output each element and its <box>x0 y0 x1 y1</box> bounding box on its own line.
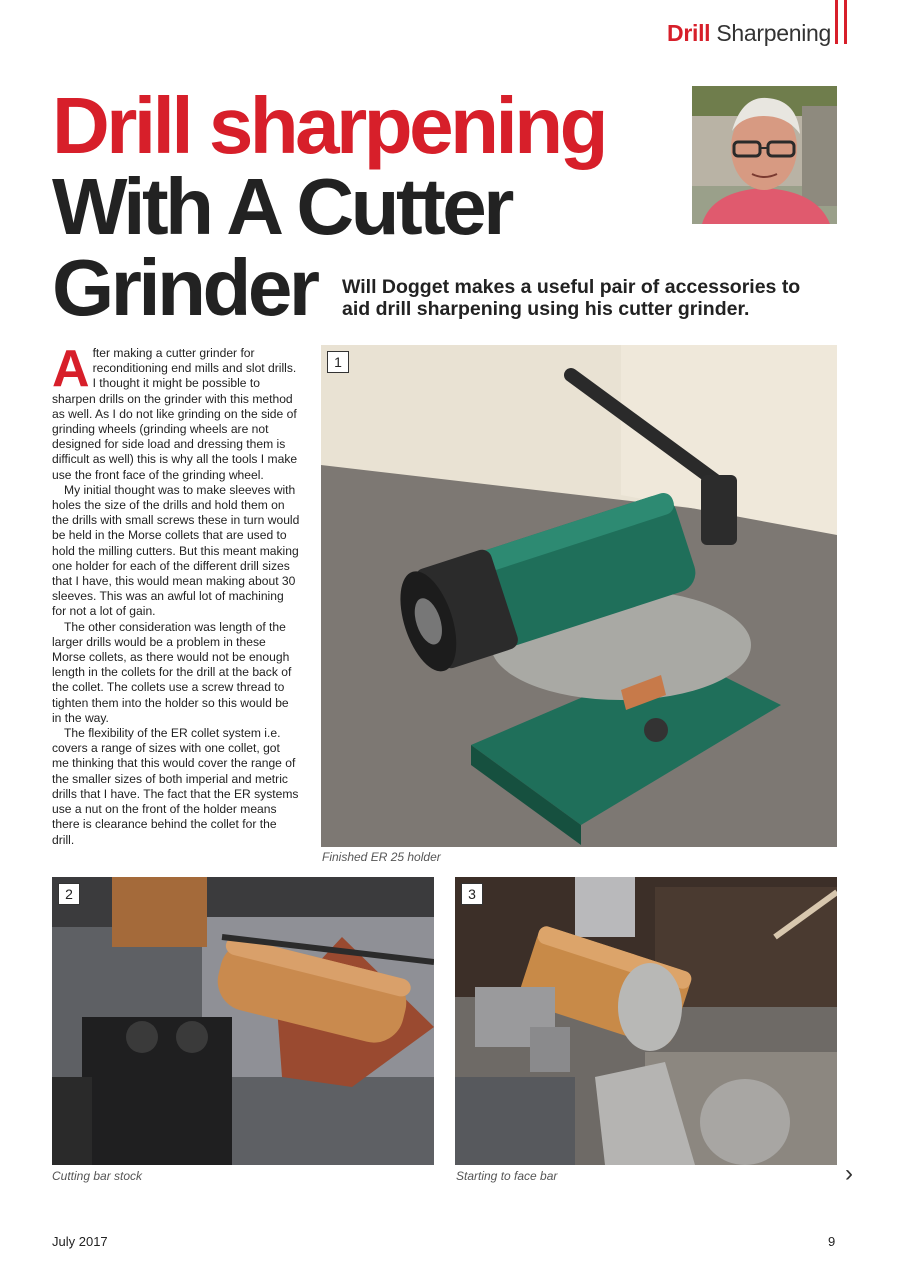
section-header <box>667 20 831 47</box>
header-bar-left <box>835 0 838 44</box>
paragraph-4: The flexibility of the ER collet system i.e. covers a range of sizes with one collet, got me thinking that this would cover the range of the smaller sizes of both imperial and metric drills that I have. The fact that the ER systems use a nut on the front of the holder means there is clearance behind the collet for the drill. <box>52 726 299 847</box>
figure-3-caption: Starting to face bar <box>456 1169 558 1183</box>
drop-cap: A <box>52 340 90 398</box>
section-name: Sharpening <box>716 20 831 46</box>
paragraph-2: My initial thought was to make sleeves with holes the size of the drills and hold them on the drills with small screws these in turn would be held in the Morse collets that are used to hold the milling cutters. But this meant making one holder for each of the different drill sizes that I have, this would mean making about 30 sleeves. This was an awful lot of machining for not a lot of gain. <box>52 482 300 619</box>
article-title-line-2: With A Cutter <box>52 162 511 251</box>
figure-1-number: 1 <box>327 351 349 373</box>
next-page-arrow-icon[interactable]: › <box>845 1160 853 1187</box>
figure-2-photo <box>52 877 434 1165</box>
author-portrait <box>692 86 837 224</box>
figure-2-caption: Cutting bar stock <box>52 1169 143 1183</box>
paragraph-1 <box>52 340 300 483</box>
paragraph-3: The other consideration was length of the larger drills would be a problem in these Morse collets, as there would not be enough length in the collets for the drill at the back of the collet. The collets use a screw thread to tighten them into the holder so this would be in the way. <box>52 619 292 725</box>
paragraph-1-text: fter making a cutter grinder for reconditioning end mills and slot drills. I thought it might be possible to sharpen drills on the grinder with this method as well. As I do not like grinding on the side of grinding wheels (grinding wheels are not designed for side load and dressing them is difficult as well) this is why all the tools I make use the front face of the grinding wheel. <box>52 346 298 482</box>
article-title-line-3: Grinder <box>52 243 317 332</box>
header-bar-right <box>844 0 847 44</box>
figure-3-photo <box>455 877 837 1165</box>
article-title-red: Drill sharpening <box>52 81 605 170</box>
figure-1-caption: Finished ER 25 holder <box>322 850 441 864</box>
figure-1-photo <box>321 345 837 847</box>
issue-date: July 2017 <box>52 1234 108 1249</box>
section-keyword: Drill <box>667 20 711 46</box>
page-number: 9 <box>828 1234 836 1249</box>
figure-2-number: 2 <box>58 883 80 905</box>
figure-3-number: 3 <box>461 883 483 905</box>
standfirst: Will Dogget makes a useful pair of accessories to aid drill sharpening using his cutter grinder. <box>342 276 801 320</box>
article-body <box>52 340 300 848</box>
